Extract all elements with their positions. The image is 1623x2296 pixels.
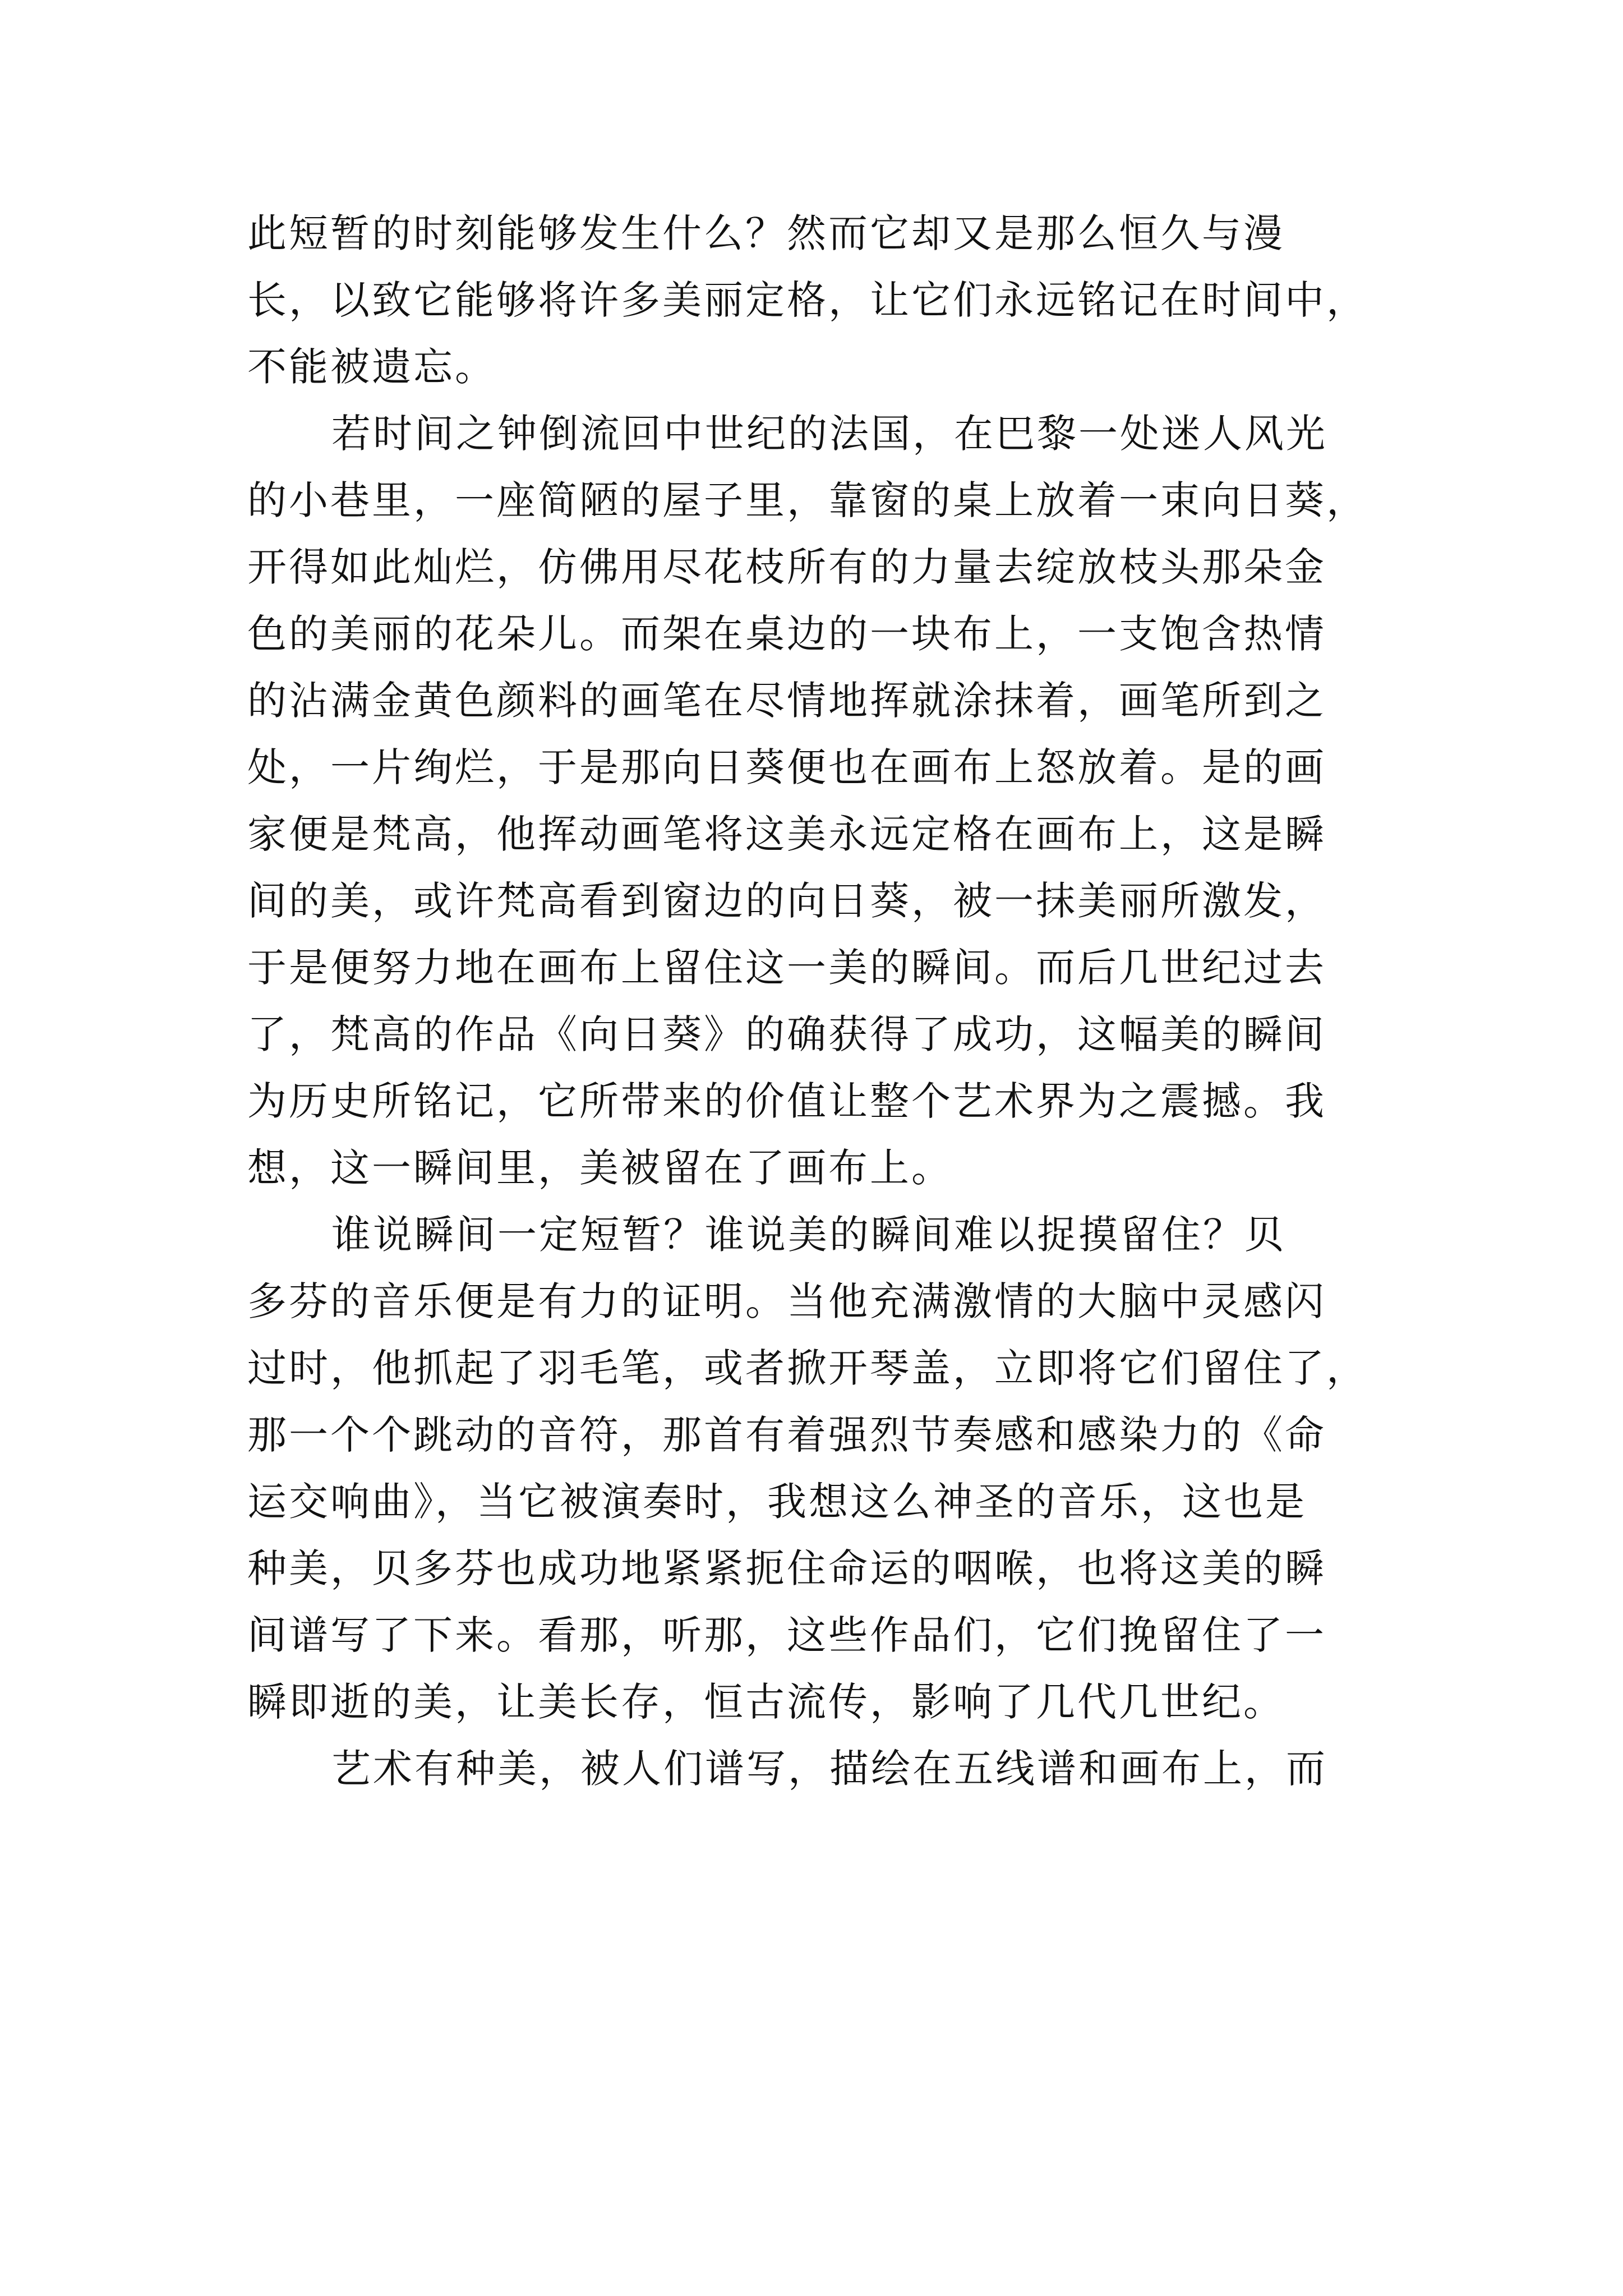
text-line: 多芬的音乐便是有力的证明。当他充满激情的大脑中灵感闪 — [247, 1278, 1326, 1324]
text-line: 瞬即逝的美，让美长存，恒古流传，影响了几代几世纪。 — [247, 1679, 1285, 1725]
text-line: 的沾满金黄色颜料的画笔在尽情地挥就涂抹着，画笔所到之 — [247, 678, 1326, 724]
text-line: 那一个个跳动的音符，那首有着强烈节奏感和感染力的《命 — [247, 1412, 1326, 1458]
text-line: 开得如此灿烂，仿佛用尽花枝所有的力量去绽放枝头那朵金 — [247, 544, 1326, 590]
essay-body — [247, 200, 1391, 1802]
paragraph-start-line: 谁说瞬间一定短暂？谁说美的瞬间难以捉摸留住？贝 — [331, 1212, 1286, 1258]
paragraph-start-line: 若时间之钟倒流回中世纪的法国，在巴黎一处迷人风光 — [331, 411, 1327, 457]
text-line: 于是便努力地在画布上留住这一美的瞬间。而后几世纪过去 — [247, 945, 1326, 991]
text-line: 过时，他抓起了羽毛笔，或者掀开琴盖，立即将它们留住了， — [247, 1345, 1368, 1391]
text-line: 长，以致它能够将许多美丽定格，让它们永远铭记在时间中， — [247, 277, 1368, 323]
text-line: 间谱写了下来。看那，听那，这些作品们，它们挽留住了一 — [247, 1612, 1326, 1658]
text-line: 运交响曲》，当它被演奏时，我想这么神圣的音乐，这也是 — [247, 1479, 1307, 1525]
text-line: 不能被遗忘。 — [247, 344, 496, 390]
text-line: 家便是梵高，他挥动画笔将这美永远定格在画布上，这是瞬 — [247, 811, 1326, 857]
text-line: 此短暂的时刻能够发生什么？然而它却又是那么恒久与漫 — [247, 210, 1285, 256]
text-line: 种美，贝多芬也成功地紧紧扼住命运的咽喉，也将这美的瞬 — [247, 1545, 1326, 1591]
text-line: 的小巷里，一座简陋的屋子里，靠窗的桌上放着一束向日葵， — [247, 477, 1368, 523]
text-line: 色的美丽的花朵儿。而架在桌边的一块布上，一支饱含热情 — [247, 611, 1326, 657]
text-line: 想，这一瞬间里，美被留在了画布上。 — [247, 1145, 953, 1191]
text-line: 间的美，或许梵高看到窗边的向日葵，被一抹美丽所激发， — [247, 878, 1326, 924]
text-line: 处，一片绚烂，于是那向日葵便也在画布上怒放着。是的画 — [247, 744, 1326, 790]
paragraph-start-line: 艺术有种美，被人们谱写，描绘在五线谱和画布上，而 — [331, 1746, 1327, 1792]
text-line: 了，梵高的作品《向日葵》的确获得了成功，这幅美的瞬间 — [247, 1011, 1326, 1057]
text-line: 为历史所铭记，它所带来的价值让整个艺术界为之震撼。我 — [247, 1078, 1326, 1124]
